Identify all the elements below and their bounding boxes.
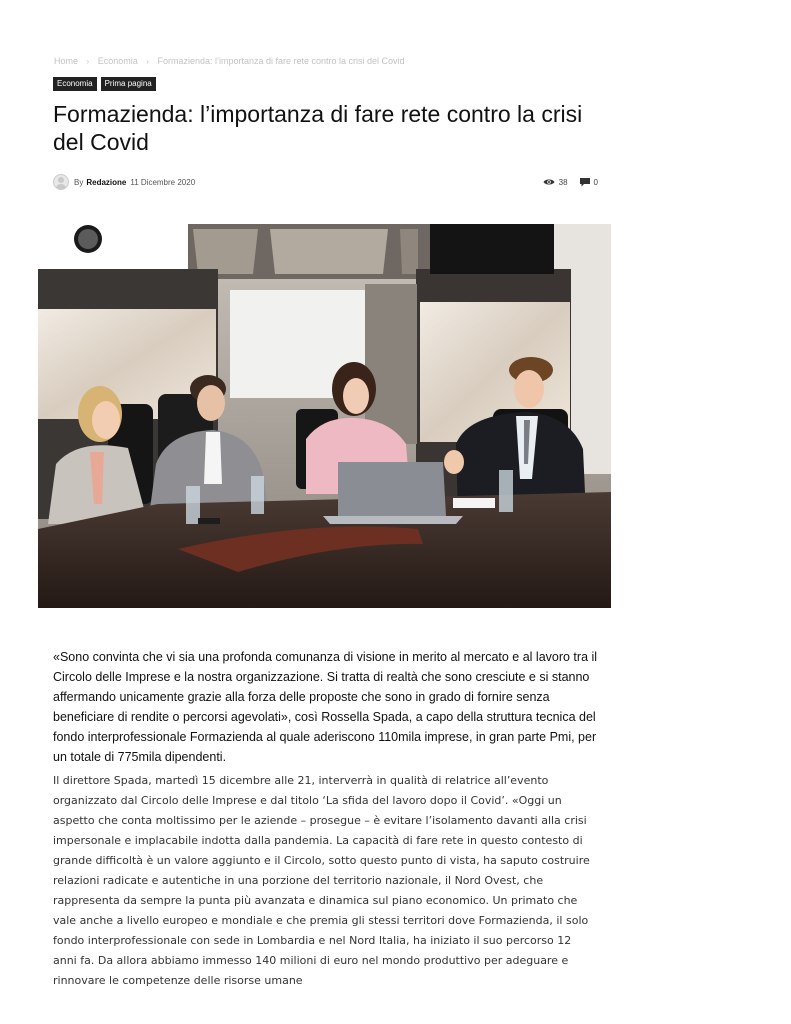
article-stats: [543, 178, 598, 187]
chevron-right-icon: ›: [146, 57, 149, 66]
page-title: Formazienda: l’importanza di fare rete contro la crisi del Covid: [53, 101, 583, 155]
eye-icon: [543, 178, 555, 186]
comment-icon: [580, 178, 590, 187]
article-paragraph: Il direttore Spada, martedì 15 dicembre alle 21, interverrà in qualità di relatrice all’evento organizzato dal Circolo delle Imprese e dal titolo ‘La sfida del lavoro dopo il Covid’. «Oggi un aspetto che conta moltissimo per le aziende – prosegue – è evitare l’isolamento davanti alla crisi impersonale e implacabile indotta dalla pandemia. La capacità di fare rete in questo contesto di grande difficoltà è un valore aggiunto e il Circolo, sotto questo punto di vista, ha saputo costruire relazioni radicate e autentiche in una porzione del territorio nazionale, il Nord Ovest, che rappresenta da sempre la punta più avanzata e dinamica sul piano economico. Un primato che vale anche a livello europeo e mondiale e che premia gli stessi territori dove Formazienda, il solo fondo interprofessionale con sede in Lombardia e nel Nord Italia, ha iniziato il suo percorso 12 anni fa. Da allora abbiamo immesso 140 milioni di euro nel mondo produttivo per adeguare e rinnovare le competenze delle risorse umane: [53, 774, 590, 987]
comments-count[interactable]: [580, 178, 598, 187]
views-count: [543, 178, 568, 187]
breadcrumb-current: Formazienda: l’importanza di fare rete contro la crisi del Covid: [157, 56, 405, 66]
breadcrumb-section[interactable]: Economia: [97, 56, 138, 66]
author-link[interactable]: Redazione: [86, 177, 127, 187]
article-photo: [38, 224, 611, 608]
article-meta: [53, 174, 598, 190]
breadcrumb-home[interactable]: Home: [54, 56, 79, 66]
category-tags: [53, 77, 156, 91]
views-value: 38: [558, 177, 568, 187]
article-lead: «Sono convinta che vi sia una profonda comunanza di visione in merito al mercato e al lavoro tra il Circolo delle Imprese e la nostra organizzazione. Si tratta di realtà che sono cresciute e si stanno affermando unicamente grazie alla forza delle proposte che sono in grado di fornire senza beneficiare di rendite o percorsi agevolati», così Rossella Spada, a capo della struttura tecnica del fondo interprofessionale Formazienda al quale aderiscono 110mila imprese, in gran parte Pmi, per un totale di 775mila dipendenti.: [53, 650, 598, 764]
publish-date: 11 Dicembre 2020: [130, 177, 196, 187]
breadcrumb: [54, 56, 405, 66]
chevron-right-icon: ›: [86, 57, 90, 66]
avatar-icon[interactable]: [53, 174, 69, 190]
by-label: By: [74, 177, 84, 187]
comments-value: 0: [593, 177, 598, 187]
tag-prima-pagina[interactable]: Prima pagina: [101, 77, 156, 91]
tag-economia[interactable]: Economia: [53, 77, 97, 91]
